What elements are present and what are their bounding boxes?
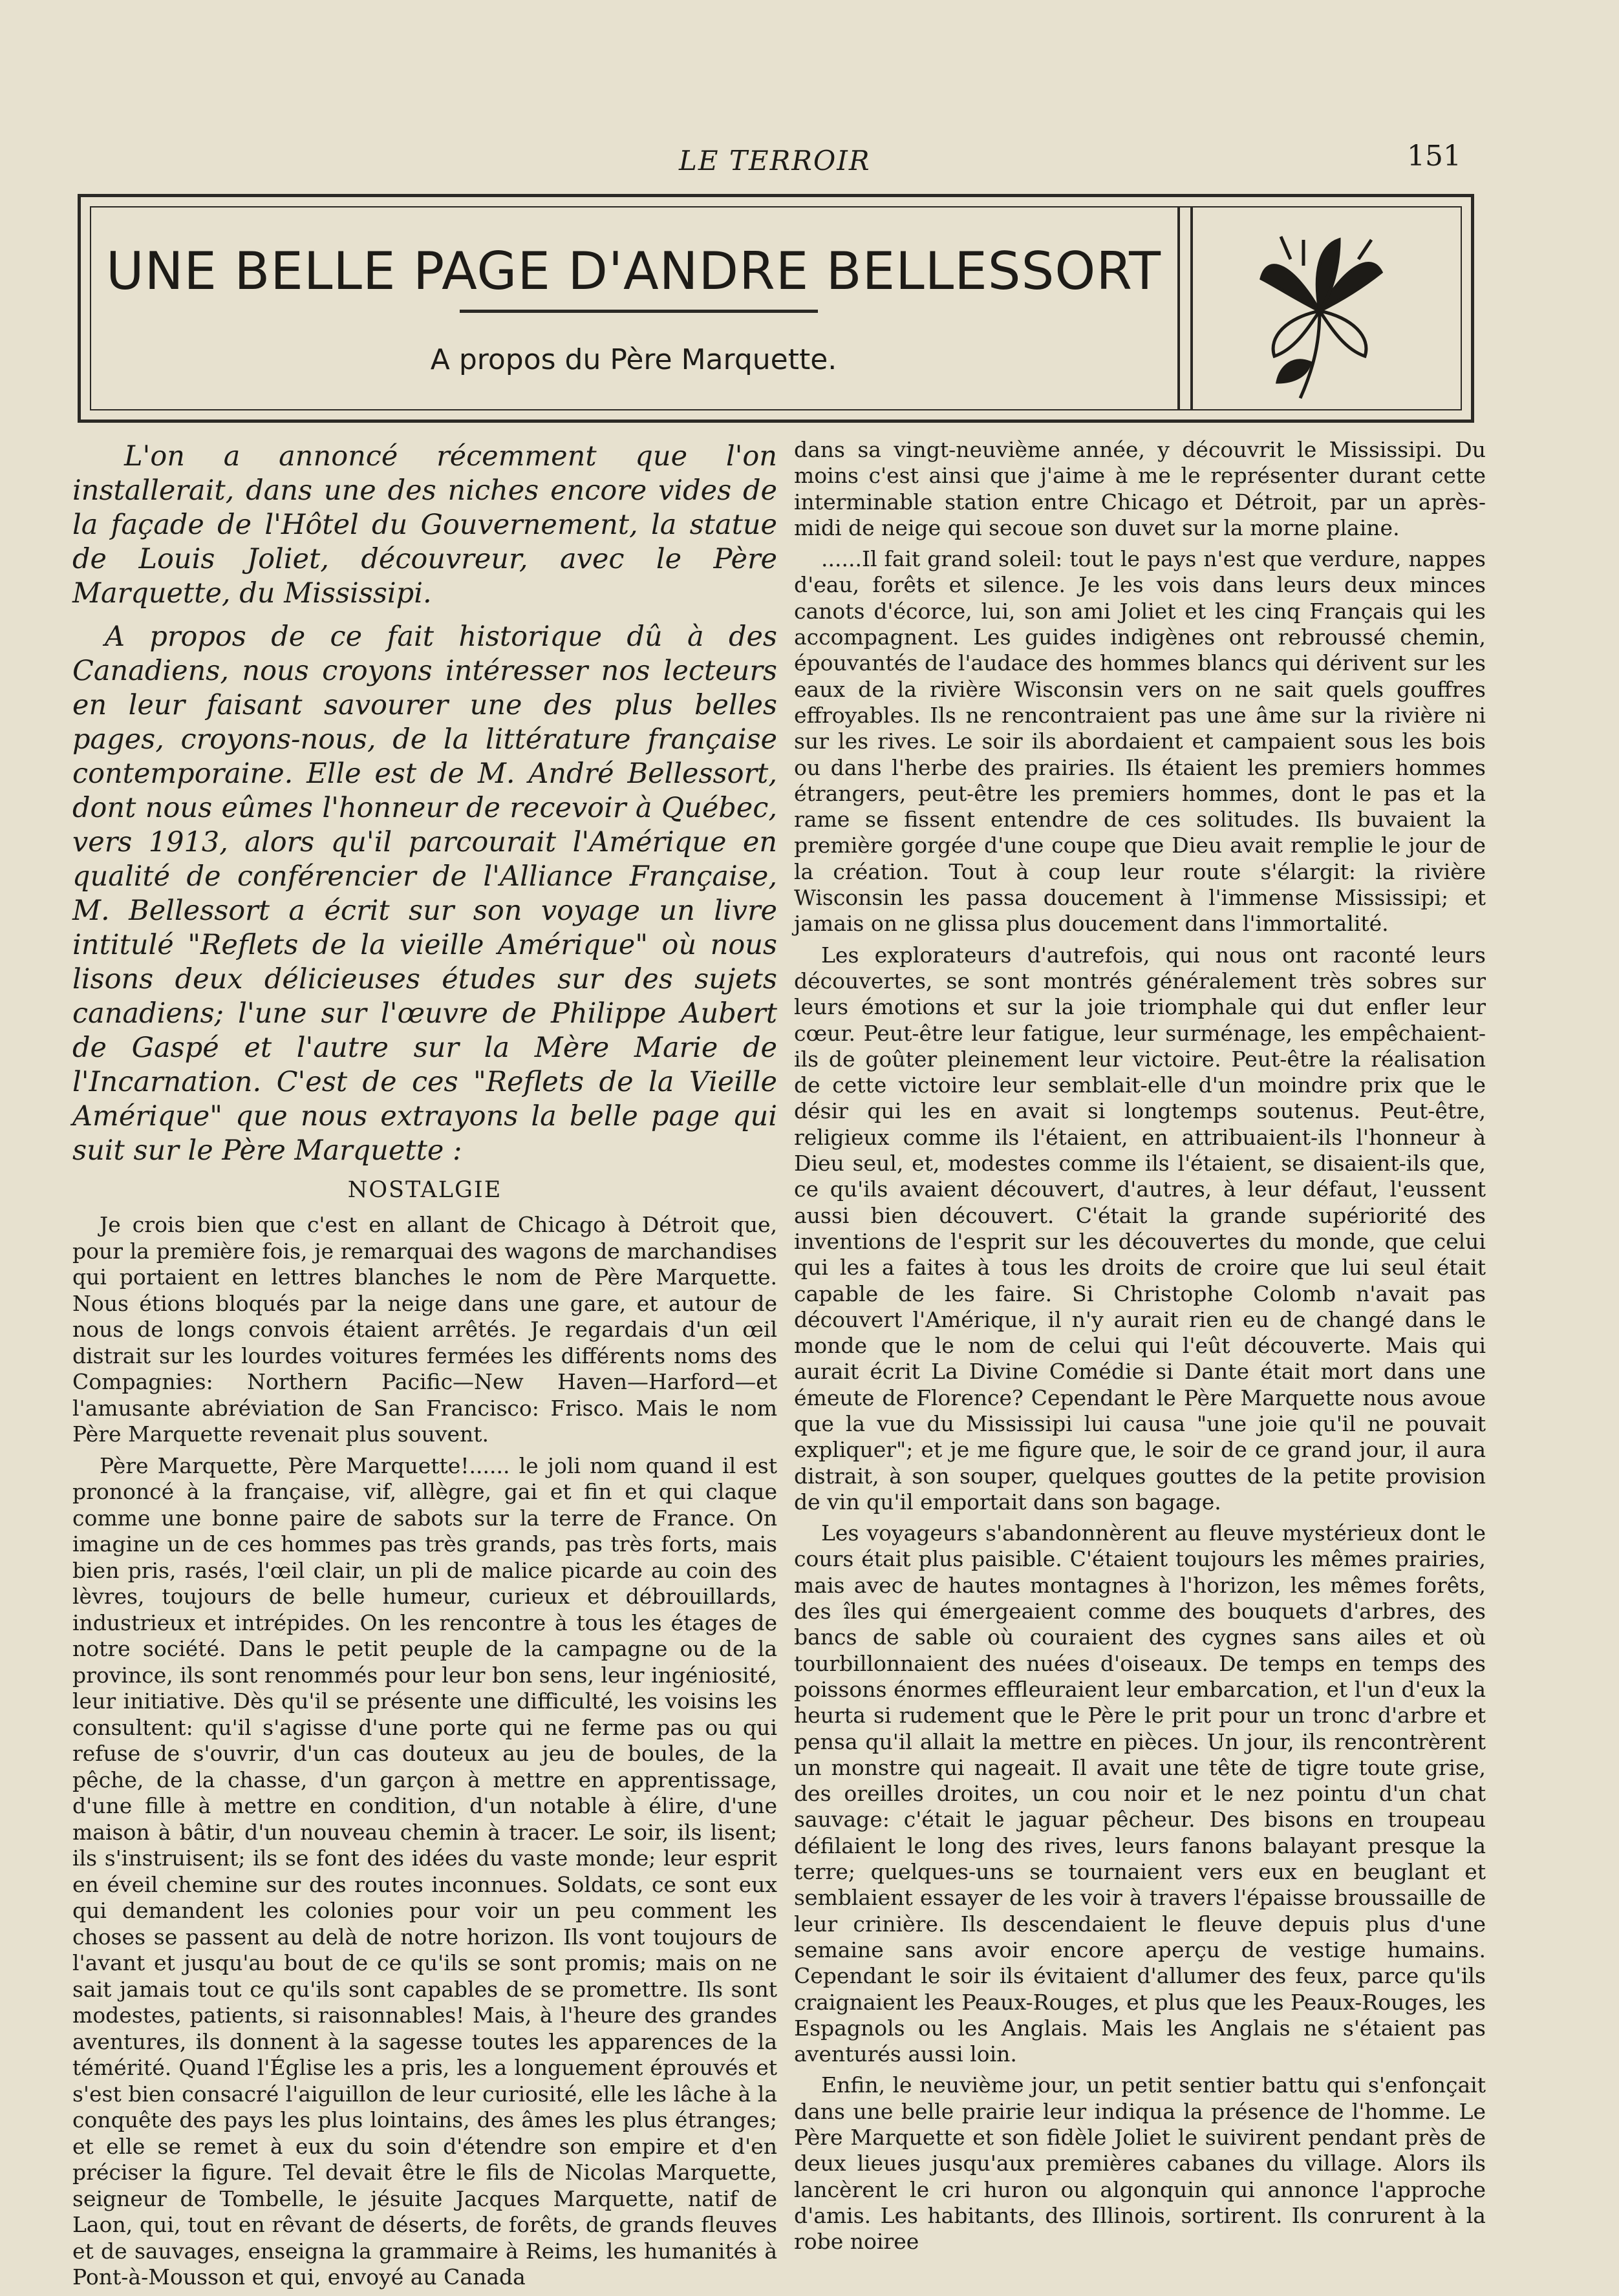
- title-area: [91, 207, 1176, 409]
- body-paragraph: ......Il fait grand soleil: tout le pays n'est que verdure, nappes d'eau, forêts et silence. Je les vois dans leurs deux minces canots d'écorce, lui, son ami Joliet et les cinq Français qui les accompagnent. Les guides indigènes ont rebroussé chemin, épouvantés de l'audace des hommes blancs qui dérivent sur les eaux de la rivière Wisconsin vers on ne sait quels gouffres effroyables. Ils ne rencontraient pas une âme sur la rivière ni sur les rives. Le soir ils abordaient et campaient sous les bois ou dans l'herbe des prairies. Ils étaient les premiers hommes étrangers, peut-être les premiers hommes, dont le pas et la rame se fissent entendre de ces solitudes. Ils buvaient la première gorgée d'une coupe que Dieu avait remplie le jour de la création. Tout à coup leur route s'élargit: la rivière Wisconsin les passa doucement à l'immense Mississipi; et jamais on ne glissa plus doucement dans l'immortalité.: [794, 546, 1486, 937]
- body-paragraph: Enfin, le neuvième jour, un petit sentier battu qui s'enfonçait dans une belle prairie leur indiqua la présence de l'homme. Le Père Marquette et son fidèle Joliet le suivirent pendant près de deux lieues jusqu'aux premières cabanes du village. Alors ils lancèrent le cri huron ou algonquin qui annonce l'approche d'amis. Les habitants, des Illinois, sortirent. Ils conrurent à la robe noiree: [794, 2072, 1486, 2255]
- title-box-inner-frame: [90, 206, 1462, 410]
- title-divider: [1177, 207, 1193, 409]
- body-paragraph: Je crois bien que c'est en allant de Chicago à Détroit que, pour la première fois, je remarquai des wagons de marchandises qui portaient en lettres blanches le nom de Père Marquette. Nous étions bloqués par la neige dans une gare, et autour de nous de longs convois étaient arrêtés. Je regardais d'un œil distrait sur les lourdes voitures fermées les différents noms des Compagnies: Northern Pacific—New Haven—Harford—et l'amusante abréviation de San Francisco: Frisco. Mais le nom Père Marquette revenait plus souvent.: [72, 1212, 777, 1447]
- body-paragraph: dans sa vingt-neuvième année, y découvrit le Mississipi. Du moins c'est ainsi que j'aime à me le représenter durant cette interminable station entre Chicago et Détroit, par un après-midi de neige qui secoue son duvet sur la morne plaine.: [794, 437, 1486, 540]
- intro-paragraph: L'on a annoncé récemment que l'on installerait, dans une des niches encore vides de la façade de l'Hôtel du Gouvernement, la statue de Louis Joliet, découvreur, avec le Père Marquette, du Mississipi.: [72, 440, 777, 610]
- running-title: LE TERROIR: [679, 145, 871, 176]
- title-rule: [460, 310, 818, 313]
- article-title: UNE BELLE PAGE D'ANDRE BELLESSORT: [106, 241, 1161, 301]
- section-heading: NOSTALGIE: [347, 1177, 502, 1203]
- lily-flower-icon: [1242, 227, 1397, 408]
- page-header: [647, 136, 1461, 175]
- article-subtitle: A propos du Père Marquette.: [430, 343, 837, 376]
- right-column: [794, 437, 1486, 2260]
- title-box: [78, 194, 1474, 423]
- left-column: [72, 440, 777, 2296]
- page-number: 151: [1407, 140, 1461, 173]
- body-paragraph: Père Marquette, Père Marquette!...... le joli nom quand il est prononcé à la française, vif, allègre, gai et fin et qui claque comme une bonne paire de sabots sur la terre de France. On imagine un de ces hommes pas très grands, pas très forts, mais bien pris, rasés, l'œil clair, un pli de malice picarde au coin des lèvres, toujours de belle humeur, curieux et débrouillards, industrieux et intrépides. On les rencontre à tous les étages de notre société. Dans le petit peuple de la campagne ou de la province, ils sont renommés pour leur bon sens, leur ingéniosité, leur initiative. Dès qu'il se présente une difficulté, les voisins les consultent: qu'il s'agisse d'une porte qui ne ferme pas ou qui refuse de s'ouvrir, d'un cas douteux au jeu de boules, de la pêche, de la chasse, d'un garçon à mettre en apprentissage, d'une fille à mettre en condition, d'un notable à élire, d'une maison à bâtir, d'un nouveau chemin à tracer. Le soir, ils lisent; ils s'instruisent; ils se font des idées du vaste monde; leur esprit en éveil chemine sur des routes inconnues. Soldats, ce sont eux qui demandent les colonies pour voir un peu comment les choses se passent au delà de notre horizon. Ils vont toujours de l'avant et jusqu'au bout de ce qu'ils se sont promis; mais on ne sait jamais tout ce qu'ils sont capables de se promettre. Ils sont modestes, patients, si raisonnables! Mais, à l'heure des grandes aventures, ils donnent à la sagesse toutes les apparences de la témérité. Quand l'Église les a pris, les a longuement éprouvés et s'est bien consacré l'aiguillon de leur curiosité, elle les lâche à la conquête des pays les plus lointains, des âmes les plus étranges; et elle se remet à eux du soin d'étendre son empire et d'en préciser la figure. Tel devait être le fils de Nicolas Marquette, seigneur de Tombelle, le jésuite Jacques Marquette, natif de Laon, qui, tout en rêvant de déserts, de forêts, de grands fleuves et de sauvages, enseigna la grammaire à Reims, les humanités à Pont-à-Mousson et qui, envoyé au Canada: [72, 1452, 777, 2290]
- body-paragraph: Les explorateurs d'autrefois, qui nous ont raconté leurs découvertes, se sont montrés généralement très sobres sur leurs émotions et sur la joie triomphale qui dut enfler leur cœur. Peut-être leur fatigue, leur surménage, les empêchaient-ils de goûter pleinement leur victoire. Peut-être la réalisation de cette victoire leur semblait-elle d'un moindre prix que le désir qui les en avait si longtemps soutenus. Peut-être, religieux comme ils l'étaient, en attribuaient-ils l'honneur à Dieu seul, et, modestes comme ils l'étaient, se disaient-ils que, ce qu'ils avaient découvert, d'autres, à leur défaut, l'eussent aussi bien découvert. C'était la grande supériorité des inventions de l'esprit sur les découvertes du monde, que celui qui les a faites à tous les droits de croire que lui seul était capable de les faire. Si Christophe Colomb n'avait pas découvert l'Amérique, il n'y aurait rien eu de changé dans le monde que le nom de celui qui l'eût découverte. Mais qui aurait écrit La Divine Comédie si Dante était mort dans une émeute de Florence? Cependant le Père Marquette nous avoue que la vue du Mississipi lui causa "une joie qu'il ne pouvait expliquer"; et je me figure que, le soir de ce grand jour, il aura distrait, à son souper, quelques gouttes de la petite provision de vin qu'il emportait dans son bagage.: [794, 942, 1486, 1515]
- body-paragraph: Les voyageurs s'abandonnèrent au fleuve mystérieux dont le cours était plus paisible. C'étaient toujours les mêmes prairies, mais avec de hautes montagnes à l'horizon, les mêmes forêts, des îles qui émergeaient comme des bouquets d'arbres, des bancs de sable où couraient des cygnes sans ailes et où tourbillonnaient des nuées d'oiseaux. De temps en temps des poissons énormes effleuraient leur embarcation, et l'un d'eux la heurta si rudement que le Père le prit pour un tronc d'arbre et pensa qu'il allait la mettre en pièces. Un jour, ils rencontrèrent un monstre qui nageait. Il avait une tête de tigre toute grise, des oreilles droites, un cou noir et le nez pointu d'un chat sauvage: c'était le jaguar pêcheur. Des bisons en troupeau défilaient le long des rives, leurs fanons balayant presque la terre; quelques-uns se tournaient vers eux en beuglant et semblaient essayer de les voir à travers l'épaisse broussaille de leur crinière. Ils descendaient le fleuve depuis plus d'une semaine sans avoir encore aperçu de vestige humains. Cependant le soir ils évitaient d'allumer des feux, parce qu'ils craignaient les Peaux-Rouges, et plus que les Peaux-Rouges, les Espagnols ou les Anglais. Mais les Anglais ne s'étaient pas aventurés aussi loin.: [794, 1520, 1486, 2067]
- intro-paragraph: A propos de ce fait historique dû à des Canadiens, nous croyons intéresser nos lecteurs en leur faisant savourer une des plus belles pages, croyons-nous, de la littérature française contemporaine. Elle est de M. André Bellessort, dont nous eûmes l'honneur de recevoir à Québec, vers 1913, alors qu'il parcourait l'Amérique en qualité de conférencier de l'Alliance Française, M. Bellessort a écrit sur son voyage un livre intitulé "Reflets de la vieille Amérique" où nous lisons deux délicieuses études sur des sujets canadiens; l'une sur l'œuvre de Philippe Aubert de Gaspé et l'autre sur la Mère Marie de l'Incarnation. C'est de ces "Reflets de la Vieille Amérique" que nous extrayons la belle page qui suit sur le Père Marquette :: [72, 621, 777, 1167]
